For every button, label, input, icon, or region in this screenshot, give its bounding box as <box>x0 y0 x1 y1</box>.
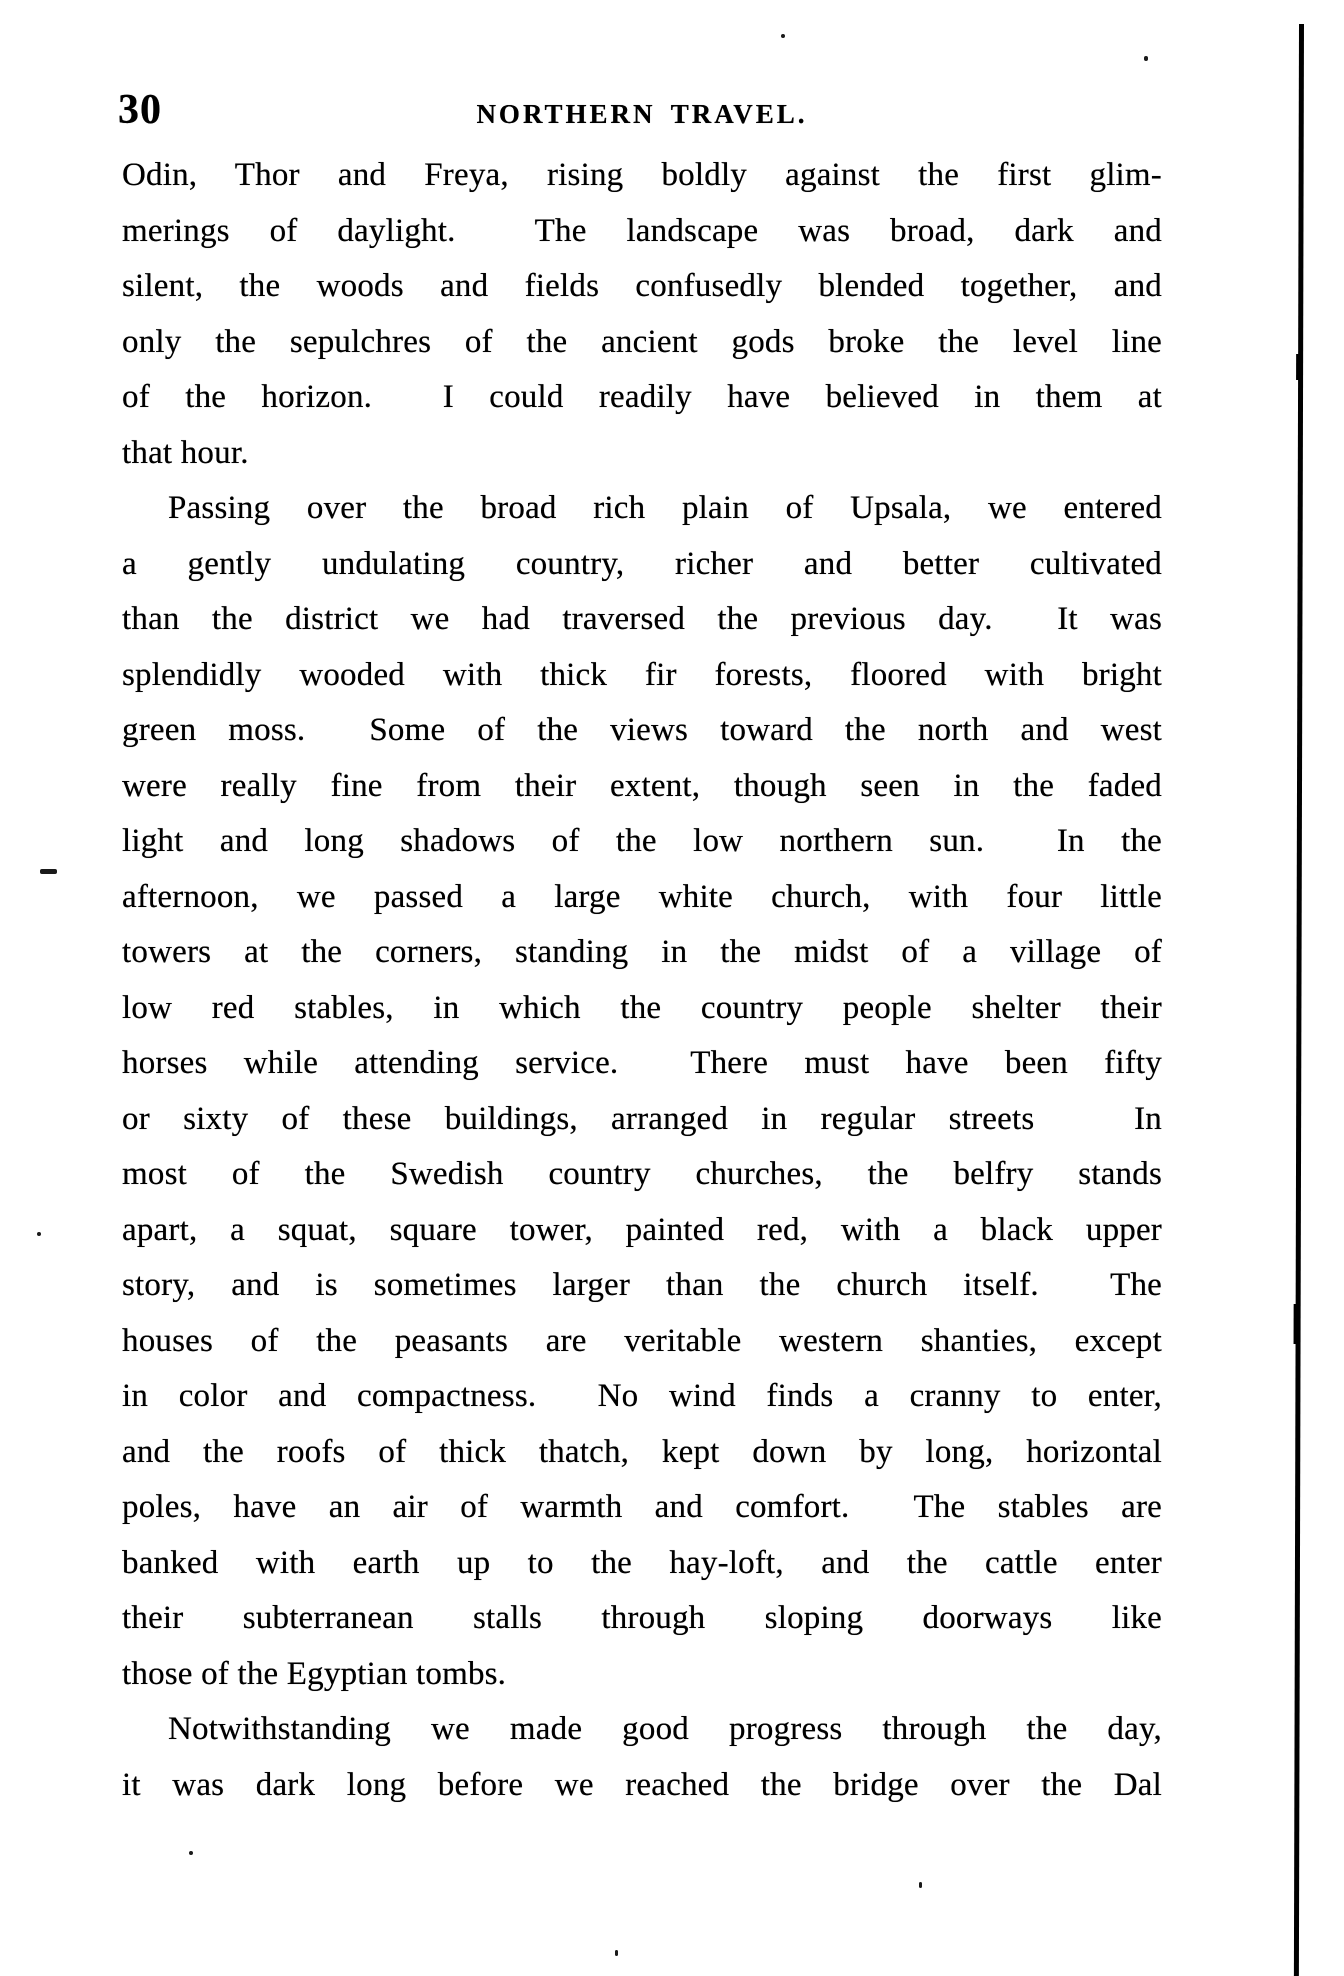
running-header: NORTHERN TRAVEL. <box>476 99 808 129</box>
text-line: poles, have an air of warmth and comfort. The stables are <box>122 1489 1162 1525</box>
text-line: Notwithstanding we made good progress through the day, <box>168 1711 1162 1747</box>
text-line: green moss. Some of the views toward the north and west <box>122 712 1162 748</box>
text-line: and the roofs of thick thatch, kept down by long, horizontal <box>122 1433 1162 1470</box>
scan-artifact <box>40 869 57 874</box>
text-line: low red stables, in which the country people shelter their <box>122 989 1162 1026</box>
text-line: that hour. <box>122 434 249 471</box>
text-line: silent, the woods and fields confusedly blended together, and <box>122 268 1162 304</box>
text-line: light and long shadows of the low northern sun. In the <box>122 823 1162 859</box>
page-edge-rule <box>1294 24 1304 1976</box>
text-line: Odin, Thor and Freya, rising boldly against the first glim- <box>122 157 1162 193</box>
scan-artifact <box>781 34 785 38</box>
text-line: it was dark long before we reached the bridge over the Dal <box>122 1766 1162 1803</box>
text-line: story, and is sometimes larger than the church itself. The <box>122 1267 1162 1303</box>
text-line: only the sepulchres of the ancient gods broke the level line <box>122 323 1162 360</box>
text-line: in color and compactness. No wind finds a cranny to enter, <box>122 1378 1162 1414</box>
scan-artifact <box>919 1882 922 1888</box>
text-line: were really fine from their extent, though seen in the faded <box>122 767 1162 804</box>
scan-artifact <box>615 1950 618 1956</box>
page-number: 30 <box>118 87 162 133</box>
text-line: merings of daylight. The landscape was broad, dark and <box>122 212 1162 249</box>
text-line: or sixty of these buildings, arranged in regular streets In <box>122 1100 1162 1137</box>
text-line: splendidly wooded with thick fir forests, floored with bright <box>122 656 1162 693</box>
text-line: their subterranean stalls through sloping doorways like <box>122 1600 1162 1636</box>
text-line: a gently undulating country, richer and better cultivated <box>122 545 1162 582</box>
text-line: those of the Egyptian tombs. <box>122 1655 507 1692</box>
text-line: afternoon, we passed a large white church, with four little <box>122 878 1162 915</box>
text-line: Passing over the broad rich plain of Upsala, we entered <box>168 490 1162 526</box>
text-line: horses while attending service. There must have been fifty <box>122 1045 1162 1081</box>
scan-artifact <box>1144 56 1148 61</box>
text-line: houses of the peasants are veritable western shanties, except <box>122 1322 1162 1359</box>
text-block <box>122 148 1162 1813</box>
text-line: than the district we had traversed the previous day. It was <box>122 601 1162 637</box>
text-line: towers at the corners, standing in the midst of a village of <box>122 934 1162 970</box>
text-line: apart, a squat, square tower, painted red, with a black upper <box>122 1211 1162 1248</box>
scan-artifact <box>189 1851 193 1855</box>
text-line: most of the Swedish country churches, the belfry stands <box>122 1156 1162 1192</box>
text-line: banked with earth up to the hay-loft, and the cattle enter <box>122 1544 1162 1581</box>
text-line: of the horizon. I could readily have believed in them at <box>122 379 1162 415</box>
scan-artifact <box>37 1232 41 1236</box>
